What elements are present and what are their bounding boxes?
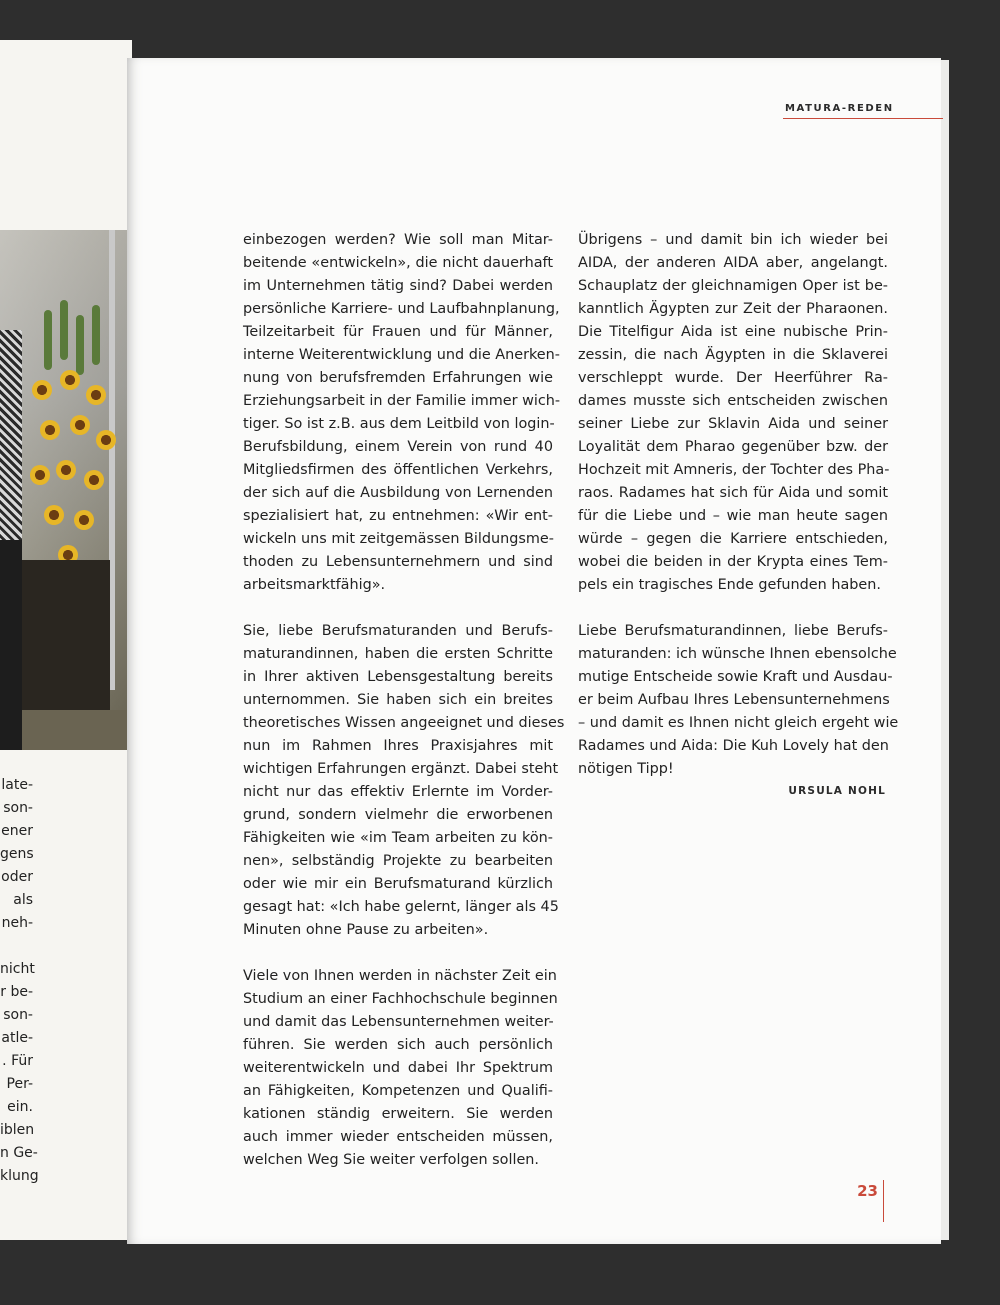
text-line: Hochzeit mit Amneris, der Tochter des Pha- [578,462,890,478]
text-line: Erziehungsarbeit in der Familie immer wich- [243,393,561,409]
text-line: Die Titelfigur Aida ist eine nubische Prin- [578,324,888,340]
text-line: thoden zu Lebensunternehmern und sind [243,554,553,570]
fragment-line: iblen [0,1122,35,1138]
text-line: er beim Aufbau Ihres Lebensunternehmens [578,692,890,708]
paragraph-gap [243,942,553,965]
fragment-line: r be- [0,984,33,1000]
fragment-line: gens [0,846,34,862]
article-column-right [578,229,899,781]
text-line: Übrigens – und damit bin ich wieder bei [578,232,888,248]
left-page-text-fragments [0,774,39,1188]
paragraph [243,965,558,1172]
text-line: kanntlich Ägypten zur Zeit der Pharaonen. [578,301,888,317]
text-line: kationen ständig erweitern. Sie werden [243,1106,553,1122]
text-line: für die Liebe und – wie man heute sagen [578,508,888,524]
fragment-line: oder [1,869,33,885]
text-line: Fähigkeiten wie «im Team arbeiten zu kön- [243,830,553,846]
text-line: Viele von Ihnen werden in nächster Zeit ein [243,968,557,984]
text-line: Sie, liebe Berufsmaturanden und Berufs- [243,623,553,639]
fragment-line: neh- [1,915,33,931]
text-line: dames musste sich entscheiden zwischen [578,393,888,409]
text-line: Berufsbildung, einem Verein von rund 40 [243,439,553,455]
author-signature: URSULA NOHL [788,785,886,797]
text-line: nen», selbständig Projekte zu bearbeiten [243,853,553,869]
text-line: wickeln uns mit zeitgemässen Bildungsme- [243,531,554,547]
text-line: oder wie mir ein Berufsmaturand kürzlich [243,876,553,892]
header-rule [783,118,943,119]
text-line: interne Weiterentwicklung und die Anerken- [243,347,560,363]
text-line: in Ihrer aktiven Lebensgestaltung bereits [243,669,553,685]
paragraph [578,229,888,597]
paragraph [243,620,565,942]
fragment-line: late- [1,777,33,793]
fragment-line: als [13,892,33,908]
text-line: AIDA, der anderen AIDA aber, angelangt. [578,255,888,271]
page-edge [941,60,949,1240]
text-line: nötigen Tipp! [578,761,674,777]
text-line: Minuten ohne Pause zu arbeiten». [243,922,489,938]
text-line: arbeitsmarktfähig». [243,577,386,593]
text-line: gesagt hat: «Ich habe gelernt, länger als 45 [243,899,559,915]
text-line: tiger. So ist z.B. aus dem Leitbild von login- [243,416,555,432]
text-line: wichtigen Erfahrungen ergänzt. Dabei steht [243,761,559,777]
paragraph [578,620,899,781]
section-header: MATURA-REDEN [785,103,894,114]
paragraph [243,229,561,597]
fragment-line: . Für [2,1053,33,1069]
paragraph-gap [578,597,888,620]
text-line: verschleppt wurde. Der Heerführer Ra- [578,370,888,386]
text-line: maturanden: ich wünsche Ihnen ebensolche [578,646,897,662]
fragment-line: klung [0,1168,39,1184]
text-line: maturandinnen, haben die ersten Schritte [243,646,553,662]
text-line: – und damit es Ihnen nicht gleich ergeht wie [578,715,899,731]
text-line: raos. Radames hat sich für Aida und somit [578,485,888,501]
page-number: 23 [857,1182,878,1200]
text-line: welchen Weg Sie weiter verfolgen sollen. [243,1152,540,1168]
text-line: nicht nur das effektiv Erlernte im Vorder- [243,784,553,800]
text-line: spezialisiert hat, zu entnehmen: «Wir ent- [243,508,553,524]
text-line: nung von berufsfremden Erfahrungen wie [243,370,553,386]
paragraph-gap [243,597,553,620]
text-line: Studium an einer Fachhochschule beginnen [243,991,558,1007]
fragment-line: nicht [0,961,35,977]
text-line: würde – gegen die Karriere entschieden, [578,531,888,547]
text-line: auch immer wieder entscheiden müssen, [243,1129,553,1145]
fragment-line: n Ge- [0,1145,38,1161]
page-number-rule [883,1180,884,1222]
text-line: Teilzeitarbeit für Frauen und für Männer, [243,324,553,340]
text-line: Schauplatz der gleichnamigen Oper ist be- [578,278,888,294]
fragment-line [0,935,33,958]
text-line: der sich auf die Ausbildung von Lernenden [243,485,553,501]
text-line: nun im Rahmen Ihres Praxisjahres mit [243,738,553,754]
text-line: im Unternehmen tätig sind? Dabei werden [243,278,553,294]
text-line: seiner Liebe zur Sklavin Aida und seiner [578,416,888,432]
text-line: mutige Entscheide sowie Kraft und Ausdau- [578,669,893,685]
text-line: weiterentwickeln und dabei Ihr Spektrum [243,1060,553,1076]
text-line: Radames und Aida: Die Kuh Lovely hat den [578,738,889,754]
text-line: führen. Sie werden sich auch persönlich [243,1037,553,1053]
event-photo [0,230,127,750]
left-page [0,40,132,1240]
text-line: Liebe Berufsmaturandinnen, liebe Berufs- [578,623,888,639]
fragment-line: Per- [6,1076,33,1092]
fragment-line: son- [3,1007,33,1023]
text-line: zessin, die nach Ägypten in die Sklaverei [578,347,888,363]
text-line: beitende «entwickeln», die nicht dauerhaft [243,255,553,271]
text-line: grund, sondern vielmehr die erworbenen [243,807,553,823]
text-line: Mitgliedsfirmen des öffentlichen Verkehrs, [243,462,553,478]
text-line: einbezogen werden? Wie soll man Mitar- [243,232,553,248]
text-line: pels ein tragisches Ende gefunden haben. [578,577,881,593]
text-line: persönliche Karriere- und Laufbahnplanung, [243,301,560,317]
text-line: an Fähigkeiten, Kompetenzen und Qualifi- [243,1083,553,1099]
article-column-left [243,229,565,1172]
text-line: Loyalität dem Pharao gegenüber bzw. der [578,439,888,455]
fragment-line: son- [3,800,33,816]
text-line: theoretisches Wissen angeeignet und dieses [243,715,565,731]
fragment-line: ein. [7,1099,33,1115]
text-line: und damit das Lebensunternehmen weiter- [243,1014,554,1030]
text-line: wobei die beiden in der Krypta eines Tem- [578,554,888,570]
fragment-line: atle- [1,1030,33,1046]
text-line: unternommen. Sie haben sich ein breites [243,692,553,708]
fragment-line: ener [1,823,33,839]
